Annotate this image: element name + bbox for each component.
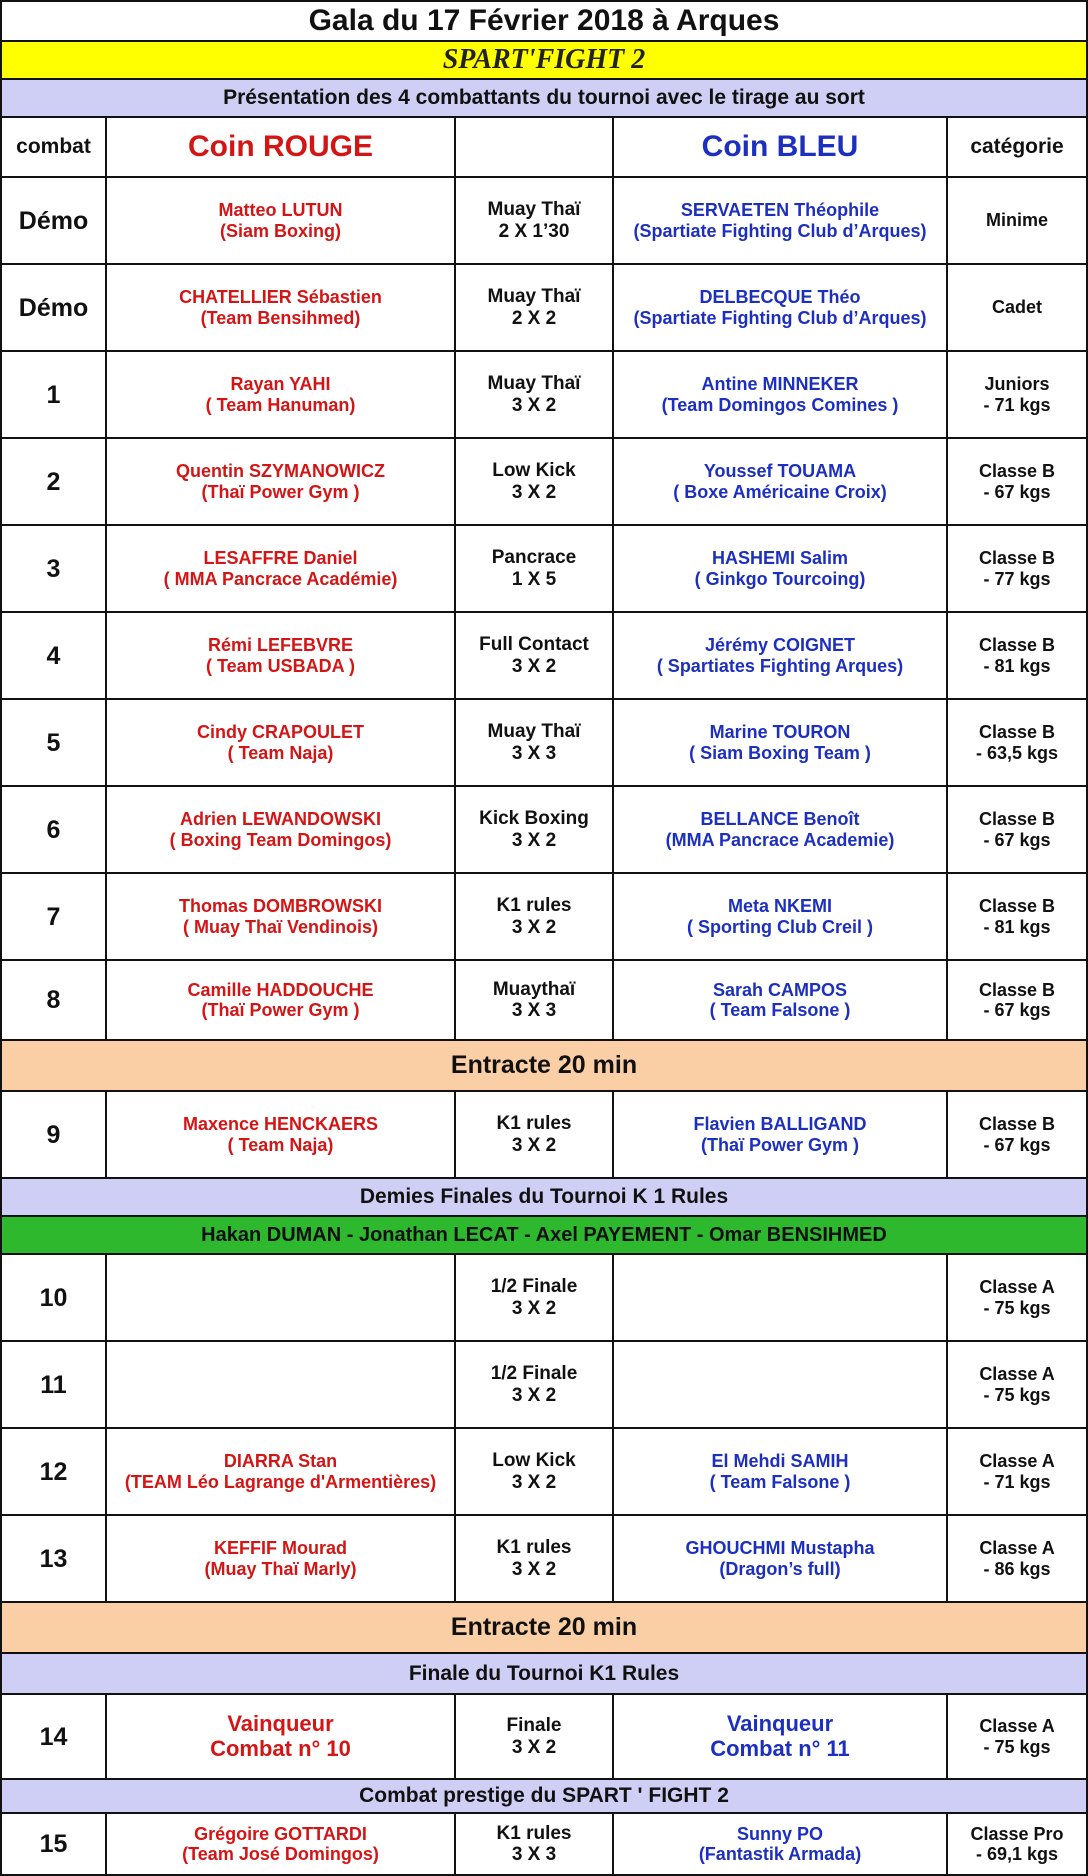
blue-corner-fighter-line: GHOUCHMI Mustapha: [685, 1538, 875, 1559]
blue-corner-fighter-line: (Spartiate Fighting Club d’Arques): [633, 307, 927, 328]
blue-corner-fighter-line: ( Team Falsone ): [709, 1471, 851, 1492]
discipline-rounds-line: 3 X 2: [511, 1134, 557, 1156]
weight-category-line: - 69,1 kgs: [975, 1844, 1059, 1864]
discipline-rounds-line: Muay Thaï: [487, 199, 581, 221]
blue-corner-fighter-line: Sarah CAMPOS: [712, 979, 848, 1000]
weight-category-line: Classe B: [978, 461, 1056, 482]
weight-category: [946, 439, 1088, 526]
discipline-rounds-line: 2 X 1’30: [498, 220, 570, 242]
discipline-rounds-line: Muay Thaï: [487, 721, 581, 743]
red-corner-fighter: [105, 787, 454, 874]
discipline-rounds: [454, 265, 612, 352]
weight-category-line: Classe A: [979, 1277, 1055, 1298]
discipline-rounds-line: K1 rules: [496, 1822, 572, 1844]
blue-corner-fighter-line: (Team Domingos Comines ): [661, 394, 899, 415]
weight-category-line: - 67 kgs: [983, 1000, 1051, 1020]
red-corner-fighter-line: ( Muay Thaï Vendinois): [182, 916, 379, 937]
discipline-rounds-line: 3 X 2: [511, 655, 557, 677]
discipline-rounds: [454, 700, 612, 787]
red-corner-fighter: [105, 961, 454, 1041]
blue-corner-fighter-line: HASHEMI Salim: [711, 548, 849, 569]
red-corner-fighter-line: LESAFFRE Daniel: [203, 548, 358, 569]
weight-category-line: - 67 kgs: [983, 829, 1051, 850]
red-corner-fighter-line: Matteo LUTUN: [218, 200, 343, 221]
blue-corner-fighter-line: (Fantastik Armada): [698, 1844, 862, 1864]
discipline-rounds: [454, 178, 612, 265]
final-banner: Finale du Tournoi K1 Rules: [0, 1654, 1088, 1695]
weight-category-line: - 75 kgs: [983, 1736, 1051, 1757]
weight-category: [946, 1092, 1088, 1179]
discipline-rounds: [454, 787, 612, 874]
page-title: Gala du 17 Février 2018 à Arques: [0, 0, 1088, 42]
table-row: [0, 352, 1088, 439]
blue-corner-fighter: [612, 1092, 946, 1179]
weight-category-line: - 71 kgs: [983, 1471, 1051, 1492]
weight-category: [946, 1255, 1088, 1342]
table-row: [0, 1516, 1088, 1603]
blue-corner-fighter-line: ( Spartiates Fighting Arques): [656, 655, 904, 676]
weight-category: [946, 1516, 1088, 1603]
discipline-rounds-line: 1 X 5: [511, 568, 557, 590]
weight-category-line: - 81 kgs: [983, 916, 1051, 937]
blue-corner-fighter-line: (MMA Pancrace Academie): [665, 829, 895, 850]
blue-corner-fighter: [612, 700, 946, 787]
blue-corner-fighter-line: Jérémy COIGNET: [704, 635, 856, 656]
table-row: [0, 178, 1088, 265]
red-corner-fighter-line: (Team Bensihmed): [200, 307, 361, 328]
combat-number: 12: [0, 1429, 105, 1516]
weight-category: [946, 1695, 1088, 1780]
weight-category-line: Classe A: [979, 1716, 1055, 1737]
blue-corner-fighter-line: ( Sporting Club Creil ): [687, 916, 873, 937]
table-row: [0, 961, 1088, 1041]
red-corner-fighter: [105, 700, 454, 787]
weight-category-line: Cadet: [991, 297, 1042, 318]
discipline-rounds-line: 3 X 2: [511, 1558, 557, 1580]
weight-category: [946, 1814, 1088, 1876]
table-row: [0, 439, 1088, 526]
discipline-rounds-line: 1/2 Finale: [490, 1363, 578, 1385]
red-corner-fighter: [105, 352, 454, 439]
combat-number: 7: [0, 874, 105, 961]
discipline-rounds-line: 3 X 2: [511, 829, 557, 851]
blue-corner-fighter: [612, 352, 946, 439]
blue-corner-fighter-line: ( Ginkgo Tourcoing): [694, 568, 866, 589]
weight-category-line: Classe B: [978, 809, 1056, 830]
discipline-rounds: [454, 874, 612, 961]
discipline-rounds: [454, 1695, 612, 1780]
weight-category-line: Classe B: [978, 635, 1056, 656]
weight-category-line: Minime: [985, 210, 1048, 231]
blue-corner-header: Coin BLEU: [612, 118, 946, 178]
discipline-rounds: [454, 1255, 612, 1342]
blue-corner-fighter-line: Youssef TOUAMA: [703, 461, 857, 482]
table-row: [0, 787, 1088, 874]
discipline-rounds-line: K1 rules: [496, 1537, 572, 1559]
blue-corner-fighter: [612, 1429, 946, 1516]
table-row: [0, 526, 1088, 613]
discipline-rounds-line: Muaythaï: [492, 978, 576, 1000]
blue-corner-fighter-line: Antine MINNEKER: [701, 374, 859, 395]
discipline-rounds: [454, 1342, 612, 1429]
red-corner-fighter-line: ( Team Hanuman): [205, 394, 356, 415]
weight-category-line: - 77 kgs: [983, 568, 1051, 589]
weight-category-line: - 63,5 kgs: [975, 742, 1059, 763]
discipline-rounds-line: 3 X 2: [511, 1471, 557, 1493]
weight-category-line: - 67 kgs: [983, 481, 1051, 502]
blue-corner-fighter-line: Flavien BALLIGAND: [693, 1114, 867, 1135]
red-corner-fighter-line: (Thaï Power Gym ): [201, 1000, 360, 1020]
weight-category: [946, 613, 1088, 700]
table-row: [0, 1429, 1088, 1516]
discipline-rounds-line: 3 X 3: [511, 742, 557, 764]
red-corner-fighter-line: ( Team Naja): [227, 742, 334, 763]
discipline-rounds-line: 3 X 2: [511, 1297, 557, 1319]
combat-number: 4: [0, 613, 105, 700]
combat-number: 15: [0, 1814, 105, 1876]
discipline-rounds-line: K1 rules: [496, 895, 572, 917]
weight-category: [946, 526, 1088, 613]
red-corner-fighter-line: (Muay Thaï Marly): [204, 1558, 357, 1579]
blue-corner-fighter-line: Vainqueur: [726, 1710, 834, 1736]
discipline-rounds: [454, 439, 612, 526]
table-row: [0, 874, 1088, 961]
combat-number: 9: [0, 1092, 105, 1179]
discipline-rounds-line: 3 X 2: [511, 481, 557, 503]
presentation-banner: Présentation des 4 combattants du tournoi avec le tirage au sort: [0, 80, 1088, 118]
event-name: SPART'FIGHT 2: [0, 42, 1088, 80]
combat-number: 14: [0, 1695, 105, 1780]
discipline-rounds: [454, 961, 612, 1041]
blue-corner-fighter-line: Combat n° 11: [710, 1735, 850, 1761]
discipline-rounds-line: 2 X 2: [511, 307, 557, 329]
weight-category-line: - 81 kgs: [983, 655, 1051, 676]
weight-category-line: Classe B: [978, 896, 1056, 917]
table-header-row: [0, 118, 1088, 178]
red-corner-fighter-line: Thomas DOMBROWSKI: [178, 896, 382, 917]
discipline-rounds: [454, 1092, 612, 1179]
combat-number: Démo: [0, 178, 105, 265]
blue-corner-fighter: [612, 178, 946, 265]
discipline-rounds-line: 1/2 Finale: [490, 1276, 578, 1298]
red-corner-fighter-line: CHATELLIER Sébastien: [179, 287, 382, 308]
red-corner-fighter: [105, 874, 454, 961]
red-corner-fighter-line: (Team José Domingos): [182, 1844, 379, 1864]
combat-number: 3: [0, 526, 105, 613]
weight-category: [946, 874, 1088, 961]
discipline-column-header: [454, 118, 612, 178]
discipline-rounds-line: 3 X 2: [511, 916, 557, 938]
discipline-rounds-line: 3 X 2: [511, 1384, 557, 1406]
red-corner-fighter-line: ( Team Naja): [227, 1134, 334, 1155]
red-corner-fighter-line: ( MMA Pancrace Académie): [163, 568, 398, 589]
discipline-rounds-line: 3 X 2: [511, 394, 557, 416]
combat-number: 13: [0, 1516, 105, 1603]
blue-corner-fighter-line: Marine TOURON: [709, 722, 851, 743]
combat-number: 10: [0, 1255, 105, 1342]
red-corner-fighter-line: Vainqueur: [227, 1710, 334, 1736]
combat-number: 6: [0, 787, 105, 874]
weight-category-line: Juniors: [984, 374, 1050, 395]
weight-category-line: - 86 kgs: [983, 1558, 1051, 1579]
discipline-rounds: [454, 352, 612, 439]
red-corner-fighter-line: DIARRA Stan: [223, 1451, 338, 1472]
red-corner-fighter: [105, 1255, 454, 1342]
blue-corner-fighter-line: ( Siam Boxing Team ): [689, 742, 871, 763]
red-corner-header: Coin ROUGE: [105, 118, 454, 178]
discipline-rounds: [454, 526, 612, 613]
red-corner-fighter-line: Maxence HENCKAERS: [182, 1114, 379, 1135]
blue-corner-fighter: [612, 961, 946, 1041]
blue-corner-fighter-line: (Dragon’s full): [719, 1558, 841, 1579]
discipline-rounds-line: 3 X 2: [511, 1736, 557, 1758]
intermission-banner: Entracte 20 min: [0, 1041, 1088, 1092]
discipline-rounds: [454, 1429, 612, 1516]
table-row: [0, 700, 1088, 787]
weight-category: [946, 178, 1088, 265]
weight-category-line: - 71 kgs: [983, 394, 1051, 415]
blue-corner-fighter: [612, 874, 946, 961]
weight-category-line: Classe B: [978, 979, 1056, 1000]
red-corner-fighter: [105, 265, 454, 352]
discipline-rounds: [454, 613, 612, 700]
weight-category-line: Classe B: [978, 1114, 1056, 1135]
red-corner-fighter: [105, 1516, 454, 1603]
discipline-rounds-line: Low Kick: [492, 460, 576, 482]
combat-number: Démo: [0, 265, 105, 352]
blue-corner-fighter: [612, 265, 946, 352]
discipline-rounds-line: Muay Thaï: [487, 373, 581, 395]
red-corner-fighter: [105, 1429, 454, 1516]
discipline-rounds-line: Full Contact: [479, 634, 589, 656]
blue-corner-fighter: [612, 1516, 946, 1603]
red-corner-fighter: [105, 178, 454, 265]
blue-corner-fighter: [612, 613, 946, 700]
discipline-rounds-line: Muay Thaï: [487, 286, 581, 308]
weight-category: [946, 265, 1088, 352]
blue-corner-fighter-line: El Mehdi SAMIH: [711, 1451, 849, 1472]
red-corner-fighter-line: Rayan YAHI: [230, 374, 331, 395]
combat-number: 2: [0, 439, 105, 526]
table-row: [0, 265, 1088, 352]
red-corner-fighter: [105, 1695, 454, 1780]
discipline-rounds-line: Finale: [506, 1715, 562, 1737]
red-corner-fighter: [105, 526, 454, 613]
red-corner-fighter: [105, 1814, 454, 1876]
discipline-rounds: [454, 1814, 612, 1876]
blue-corner-fighter: [612, 526, 946, 613]
red-corner-fighter-line: Cindy CRAPOULET: [196, 722, 364, 743]
red-corner-fighter-line: (Siam Boxing): [219, 220, 341, 241]
weight-category-line: Classe Pro: [970, 1823, 1064, 1844]
red-corner-fighter: [105, 1342, 454, 1429]
weight-category-line: Classe B: [978, 548, 1056, 569]
combat-number: 8: [0, 961, 105, 1041]
weight-category: [946, 700, 1088, 787]
table-row: [0, 1814, 1088, 1876]
combat-number: 1: [0, 352, 105, 439]
prestige-banner: Combat prestige du SPART ' FIGHT 2: [0, 1780, 1088, 1814]
discipline-rounds-line: 3 X 3: [511, 1000, 557, 1021]
weight-category: [946, 961, 1088, 1041]
blue-corner-fighter-line: DELBECQUE Théo: [699, 287, 861, 308]
table-row: [0, 1695, 1088, 1780]
blue-corner-fighter: [612, 1342, 946, 1429]
red-corner-fighter-line: Adrien LEWANDOWSKI: [180, 809, 381, 830]
weight-category-line: Classe A: [979, 1451, 1055, 1472]
table-row: [0, 613, 1088, 700]
red-corner-fighter-line: Grégoire GOTTARDI: [194, 1823, 367, 1844]
table-row: [0, 1255, 1088, 1342]
blue-corner-fighter-line: BELLANCE Benoît: [700, 809, 860, 830]
weight-category-line: Classe A: [979, 1364, 1055, 1385]
red-corner-fighter-line: (Thaï Power Gym ): [201, 481, 360, 502]
combat-column-header: combat: [0, 118, 105, 178]
discipline-rounds-line: Low Kick: [492, 1450, 576, 1472]
red-corner-fighter-line: Rémi LEFEBVRE: [207, 635, 354, 656]
red-corner-fighter-line: Camille HADDOUCHE: [187, 979, 374, 1000]
red-corner-fighter: [105, 613, 454, 700]
weight-category-line: Classe B: [978, 722, 1056, 743]
red-corner-fighter: [105, 439, 454, 526]
table-row: [0, 1342, 1088, 1429]
discipline-rounds: [454, 1516, 612, 1603]
red-corner-fighter-line: Quentin SZYMANOWICZ: [176, 461, 385, 482]
weight-category: [946, 1429, 1088, 1516]
weight-category: [946, 352, 1088, 439]
weight-category-line: - 67 kgs: [983, 1134, 1051, 1155]
blue-corner-fighter: [612, 787, 946, 874]
intermission-banner: Entracte 20 min: [0, 1603, 1088, 1654]
weight-category-line: Classe A: [979, 1538, 1055, 1559]
discipline-rounds-line: Kick Boxing: [479, 808, 589, 830]
category-column-header: catégorie: [946, 118, 1088, 178]
blue-corner-fighter: [612, 439, 946, 526]
weight-category: [946, 787, 1088, 874]
red-corner-fighter-line: (TEAM Léo Lagrange d'Armentières): [124, 1471, 437, 1492]
blue-corner-fighter: [612, 1814, 946, 1876]
table-row: [0, 1092, 1088, 1179]
combat-number: 5: [0, 700, 105, 787]
semifinals-banner: Demies Finales du Tournoi K 1 Rules: [0, 1179, 1088, 1217]
red-corner-fighter-line: ( Team USBADA ): [205, 655, 355, 676]
red-corner-fighter-line: KEFFIF Mourad: [214, 1538, 347, 1559]
weight-category-line: - 75 kgs: [983, 1297, 1051, 1318]
weight-category: [946, 1342, 1088, 1429]
blue-corner-fighter-line: (Thaï Power Gym ): [700, 1134, 860, 1155]
blue-corner-fighter-line: Sunny PO: [736, 1823, 823, 1844]
red-corner-fighter-line: Combat n° 10: [210, 1735, 351, 1761]
blue-corner-fighter-line: Meta NKEMI: [727, 896, 832, 917]
discipline-rounds-line: K1 rules: [496, 1113, 572, 1135]
discipline-rounds-line: Pancrace: [491, 547, 577, 569]
blue-corner-fighter-line: (Spartiate Fighting Club d’Arques): [633, 220, 927, 241]
blue-corner-fighter-line: ( Boxe Américaine Croix): [673, 481, 887, 502]
blue-corner-fighter: [612, 1255, 946, 1342]
blue-corner-fighter-line: ( Team Falsone ): [709, 1000, 851, 1020]
weight-category-line: - 75 kgs: [983, 1384, 1051, 1405]
red-corner-fighter: [105, 1092, 454, 1179]
tournament-fighters-banner: Hakan DUMAN - Jonathan LECAT - Axel PAYEMENT - Omar BENSIHMED: [0, 1217, 1088, 1255]
blue-corner-fighter: [612, 1695, 946, 1780]
blue-corner-fighter-line: SERVAETEN Théophile: [680, 200, 880, 221]
red-corner-fighter-line: ( Boxing Team Domingos): [169, 829, 392, 850]
discipline-rounds-line: 3 X 3: [511, 1844, 557, 1865]
combat-number: 11: [0, 1342, 105, 1429]
